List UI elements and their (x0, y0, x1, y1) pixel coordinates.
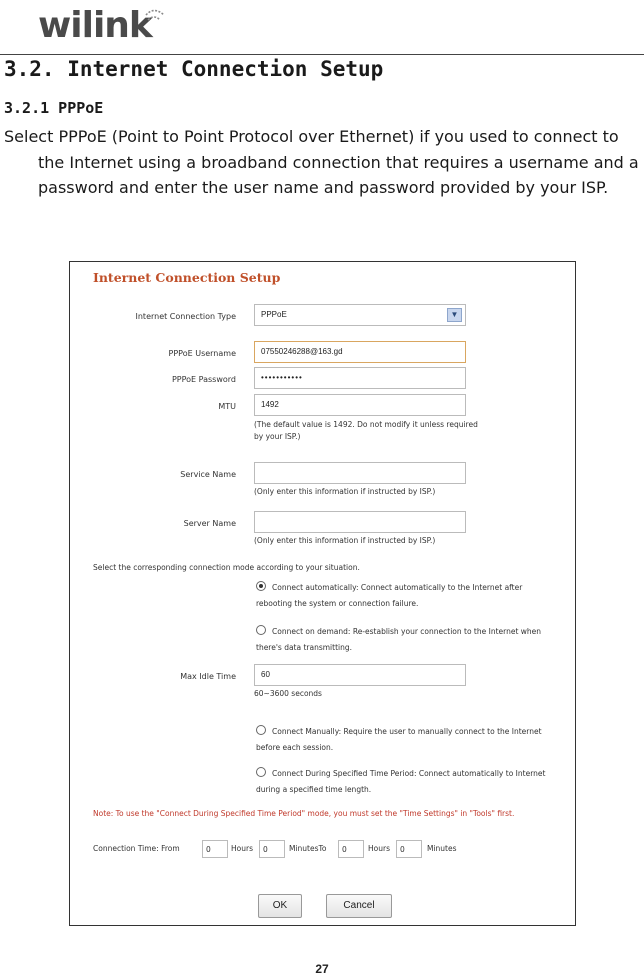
connection-type-label: Internet Connection Type (135, 312, 236, 321)
service-name-note: (Only enter this information if instructed by ISP.) (254, 487, 436, 496)
connection-type-select[interactable] (254, 304, 466, 326)
setup-title: Internet Connection Setup (93, 270, 281, 285)
wireless-wave-icon (144, 4, 168, 24)
server-name-label: Server Name (183, 519, 236, 528)
radio-icon[interactable] (256, 625, 266, 635)
mode-auto-option[interactable] (256, 580, 556, 612)
server-name-note: (Only enter this information if instructed by ISP.) (254, 536, 436, 545)
to-hours-input[interactable]: 0 (338, 840, 364, 858)
minutes-label: Minutes (427, 844, 457, 853)
chevron-down-icon[interactable]: ▼ (447, 308, 462, 322)
logo-text: wilink (38, 5, 152, 46)
mode-period-option[interactable] (256, 766, 556, 798)
connection-time-label: Connection Time: From (93, 844, 180, 853)
connection-type-value: PPPoE (261, 310, 287, 319)
header-divider (0, 54, 644, 55)
time-settings-note: Note: To use the "Connect During Specified Time Period" mode, you must set the "Time Settings" in "Tools" first. (93, 809, 515, 818)
from-hours-input[interactable]: 0 (202, 840, 228, 858)
password-label: PPPoE Password (171, 375, 236, 384)
cancel-button[interactable]: Cancel (326, 894, 392, 918)
mode-prompt: Select the corresponding connection mode according to your situation. (93, 563, 360, 572)
brand-logo (38, 4, 168, 48)
username-input[interactable]: 07550246288@163.gd (254, 341, 466, 363)
mode-demand-option[interactable] (256, 624, 556, 656)
setup-screenshot (69, 261, 576, 926)
mode-manual-text: Connect Manually: Require the user to manually connect to the Internet before each session. (256, 727, 542, 752)
intro-paragraph: Select PPPoE (Point to Point Protocol over Ethernet) if you used to connect to the Internet using a broadband connection that requires a username and a password and enter the user name and password provided by your ISP. (4, 127, 639, 197)
server-name-input[interactable] (254, 511, 466, 533)
subsection-title: 3.2.1 PPPoE (4, 99, 104, 117)
service-name-label: Service Name (180, 470, 236, 479)
password-input[interactable]: ••••••••••• (254, 367, 466, 389)
to-minutes-input[interactable]: 0 (396, 840, 422, 858)
from-minutes-input[interactable]: 0 (259, 840, 285, 858)
mode-manual-option[interactable] (256, 724, 556, 756)
section-title: 3.2. Internet Connection Setup (4, 57, 384, 81)
hours-label-1: Hours (231, 844, 253, 853)
mode-period-text: Connect During Specified Time Period: Connect automatically to Internet during a specified time length. (256, 769, 546, 794)
radio-icon[interactable] (256, 725, 266, 735)
mtu-label: MTU (218, 402, 236, 411)
page-number: 27 (315, 962, 329, 976)
ok-button[interactable]: OK (258, 894, 302, 918)
username-label: PPPoE Username (168, 349, 236, 358)
max-idle-input[interactable]: 60 (254, 664, 466, 686)
hours-label-2: Hours (368, 844, 390, 853)
max-idle-label: Max Idle Time (180, 672, 236, 681)
mode-auto-text: Connect automatically: Connect automatically to the Internet after rebooting the system or connection failure. (256, 583, 523, 608)
radio-icon[interactable] (256, 767, 266, 777)
service-name-input[interactable] (254, 462, 466, 484)
mtu-note: (The default value is 1492. Do not modify it unless required by your ISP.) (254, 420, 478, 441)
mtu-input[interactable]: 1492 (254, 394, 466, 416)
mode-demand-text: Connect on demand: Re-establish your connection to the Internet when there's data transmitting. (256, 627, 542, 652)
max-idle-hint: 60~3600 seconds (254, 689, 322, 698)
minutes-to-label: MinutesTo (289, 844, 327, 853)
radio-selected-icon[interactable] (256, 581, 266, 591)
